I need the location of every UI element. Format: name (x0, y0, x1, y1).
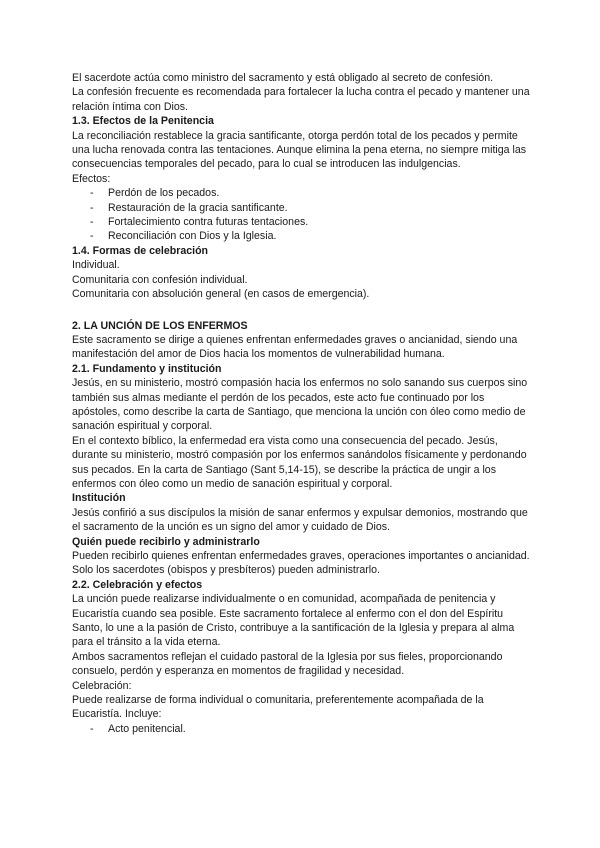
heading-2-1: 2.1. Fundamento y institución (72, 362, 222, 375)
paragraph-1-3: La reconciliación restablece la gracia santificante, otorga perdón total de los pecados y permite una lucha renovada contra las tentaciones. Aunque elimina la pena eterna, no siempre mitiga las consecuencias temporales del pecado, para lo cual se introducen las indulgencias. (72, 129, 527, 171)
heading-2: 2. LA UNCIÓN DE LOS ENFERMOS (72, 319, 248, 332)
list-item: - Reconciliación con Dios y la Iglesia. (72, 229, 530, 243)
celebracion-label: Celebración: (72, 679, 132, 692)
list-item: - Restauración de la gracia santificante. (72, 201, 530, 215)
efectos-label: Efectos: (72, 172, 111, 185)
heading-2-2: 2.2. Celebración y efectos (72, 578, 203, 591)
paragraph-celebracion: Puede realizarse de forma individual o comunitaria, preferentemente acompañada de la Eucaristía. Incluye: (72, 694, 484, 721)
list-item: - Fortalecimiento contra futuras tentaciones. (72, 215, 530, 229)
forma-item: Comunitaria con absolución general (en casos de emergencia). (72, 288, 370, 301)
incluye-list (72, 722, 530, 736)
forma-item: Individual. (72, 259, 120, 272)
paragraph-2-1-a: Jesús, en su ministerio, mostró compasión hacia los enfermos no solo sanando sus cuerpos sino también sus almas mediante el perdón de los pecados, este acto fue continuado por los apóstoles, como describe la carta de Santiago, que menciona la unción con óleo como medio de sanación espiritual y corporal. (72, 377, 528, 433)
paragraph-institucion: Jesús confirió a sus discípulos la misión de sanar enfermos y expulsar demonios, mostrando que el sacramento de la unción es un signo del amor y cuidado de Dios. (72, 506, 528, 534)
efectos-list (72, 186, 530, 244)
paragraph-2: Este sacramento se dirige a quienes enfrentan enfermedades graves o ancianidad, siendo una manifestación del amor de Dios hacia los momentos de vulnerabilidad humana. (72, 333, 518, 361)
paragraph-quien-a: Pueden recibirlo quienes enfrentan enfermedades graves, operaciones importantes o ancianidad. (72, 550, 530, 562)
paragraph-intro-2: La confesión frecuente es recomendada para fortalecer la lucha contra el pecado y mantener una relación íntima con Dios. (72, 86, 530, 113)
heading-1-4: 1.4. Formas de celebración (72, 244, 209, 257)
paragraph-intro-1: El sacerdote actúa como ministro del sacramento y está obligado al secreto de confesión. (72, 72, 494, 84)
heading-institucion: Institución (72, 492, 126, 505)
list-item: - Acto penitencial. (72, 722, 530, 736)
forma-item: Comunitaria con confesión individual. (72, 273, 248, 286)
paragraph-2-2-a: La unción puede realizarse individualmente o en comunidad, acompañada de penitencia y Eucaristía cuando sea posible. Este sacramento fortalece al enfermo con el don del Espíritu Santo, lo une a la pasión de Cristo, contribuye a la santificación de la Iglesia y prepara al alma para el tránsito a la vida eterna. (72, 593, 515, 649)
heading-1-3: 1.3. Efectos de la Penitencia (72, 115, 214, 128)
paragraph-2-2-b: Ambos sacramentos reflejan el cuidado pastoral de la Iglesia por sus fieles, proporcionando consuelo, perdón y esperanza en momentos de fragilidad y necesidad. (72, 650, 503, 678)
paragraph-quien-b: Solo los sacerdotes (obispos y presbíteros) pueden administrarlo. (72, 564, 380, 577)
heading-quien: Quién puede recibirlo y administrarlo (72, 535, 260, 548)
document-page (72, 71, 530, 736)
paragraph-2-1-b: En el contexto bíblico, la enfermedad era vista como una consecuencia del pecado. Jesús, durante su ministerio, mostró compasión por los enfermos sanándolos físicamente y perdonando sus pecados. En la carta de Santiago (Sant 5,14-15), se describe la práctica de ungir a los enfermos con óleo como un medio de sanación espiritual y corporal. (72, 434, 527, 490)
list-item: - Perdón de los pecados. (72, 186, 530, 200)
